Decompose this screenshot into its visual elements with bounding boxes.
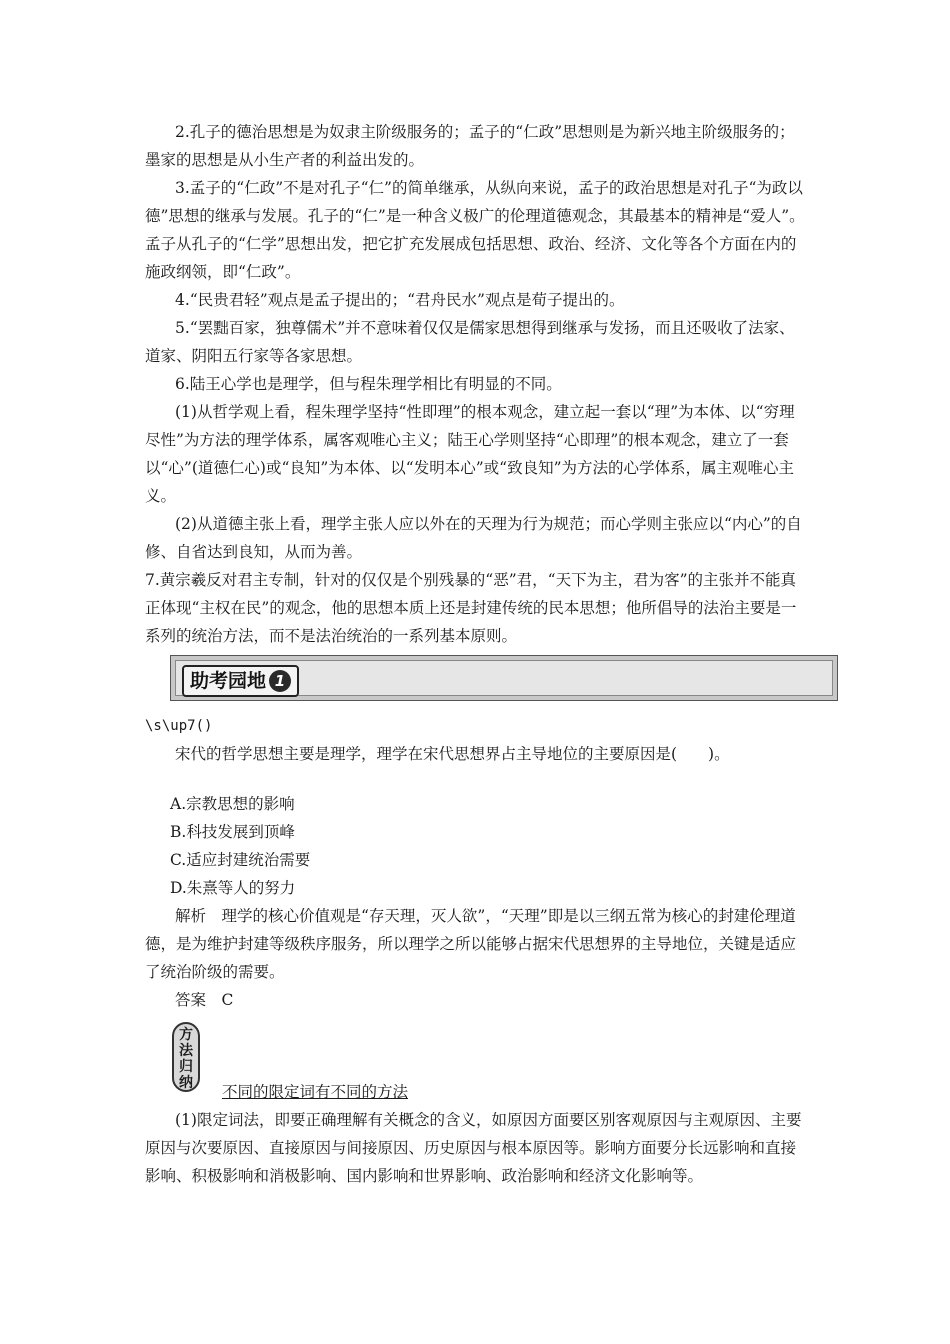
option-c: C.适应封建统治需要 [170,851,311,869]
banner-title-text: 助考园地 [190,670,267,692]
answer-text: 答案 C [175,991,234,1009]
analysis-text: 解析 理学的核心价值观是“存天理，灭人欲”，“天理”即是以三纲五常为核心的封建伦理道德，是为维护封建等级秩序服务，所以理学之所以能够占据宋代思想界的主导地位，关键是适应了统治阶级的需要。 [145,907,797,981]
section-banner [170,655,838,701]
paragraph-6: 6.陆王心学也是理学，但与程朱理学相比有明显的不同。 [175,375,562,393]
code-text: \s\up7() [145,718,213,734]
option-b: B.科技发展到顶峰 [170,823,295,841]
method-title: 不同的限定词有不同的方法 [222,1083,409,1101]
question-stem: 宋代的哲学思想主要是理学，理学在宋代思想界占主导地位的主要原因是( )。 [175,745,730,763]
banner-inner [175,660,833,696]
paragraph-7: 7.黄宗羲反对君主专制，针对的仅仅是个别残暴的“恶”君，“天下为主，君为客”的主张并不能真正体现“主权在民”的观念，他的思想本质上还是封建传统的民本思想；他所倡导的法治主要是一系列的统治方法，而不是法治统治的一系列基本原则。 [145,571,797,645]
method-badge-icon: 方法归纳 [172,1022,200,1092]
paragraph-6-2: (2)从道德主张上看，理学主张人应以外在的天理为行为规范；而心学则主张应以“内心”的自修、自省达到良知，从而为善。 [145,515,802,561]
method-paragraph-1: (1)限定词法，即要正确理解有关概念的含义，如原因方面要区别客观原因与主观原因、主要原因与次要原因、直接原因与间接原因、历史原因与根本原因等。影响方面要分长远影响和直接影响、积极影响和消极影响、国内影响和世界影响、政治影响和经济文化影响等。 [145,1111,802,1185]
paragraph-6-1: (1)从哲学观上看，程朱理学坚持“性即理”的根本观念，建立起一套以“理”为本体、以“穷理尽性”为方法的理学体系，属客观唯心主义；陆王心学则坚持“心即理”的根本观念，建立了一套以“心”(道德仁心)或“良知”为本体、以“发明本心”或“致良知”为方法的心学体系，属主观唯心主义。 [145,403,795,505]
banner-title [182,665,299,697]
paragraph-3: 3.孟子的“仁政”不是对孔子“仁”的简单继承，从纵向来说，孟子的政治思想是对孔子“为政以德”思想的继承与发展。孔子的“仁”是一种含义极广的伦理道德观念，其最基本的精神是“爱人”。孟子从孔子的“仁学”思想出发，把它扩充发展成包括思想、政治、经济、文化等各个方面在内的施政纲领，即“仁政”。 [145,179,805,281]
banner-number-icon: 1 [269,670,291,692]
paragraph-5: 5.“罢黜百家，独尊儒术”并不意味着仅仅是儒家思想得到继承与发扬，而且还吸收了法家、道家、阴阳五行家等各家思想。 [145,319,795,365]
paragraph-2: 2.孔子的德治思想是为奴隶主阶级服务的；孟子的“仁政”思想则是为新兴地主阶级服务的；墨家的思想是从小生产者的利益出发的。 [145,123,795,169]
option-d: D.朱熹等人的努力 [170,879,296,897]
option-a: A.宗教思想的影响 [170,795,295,813]
paragraph-4: 4.“民贵君轻”观点是孟子提出的；“君舟民水”观点是荀子提出的。 [175,291,625,309]
